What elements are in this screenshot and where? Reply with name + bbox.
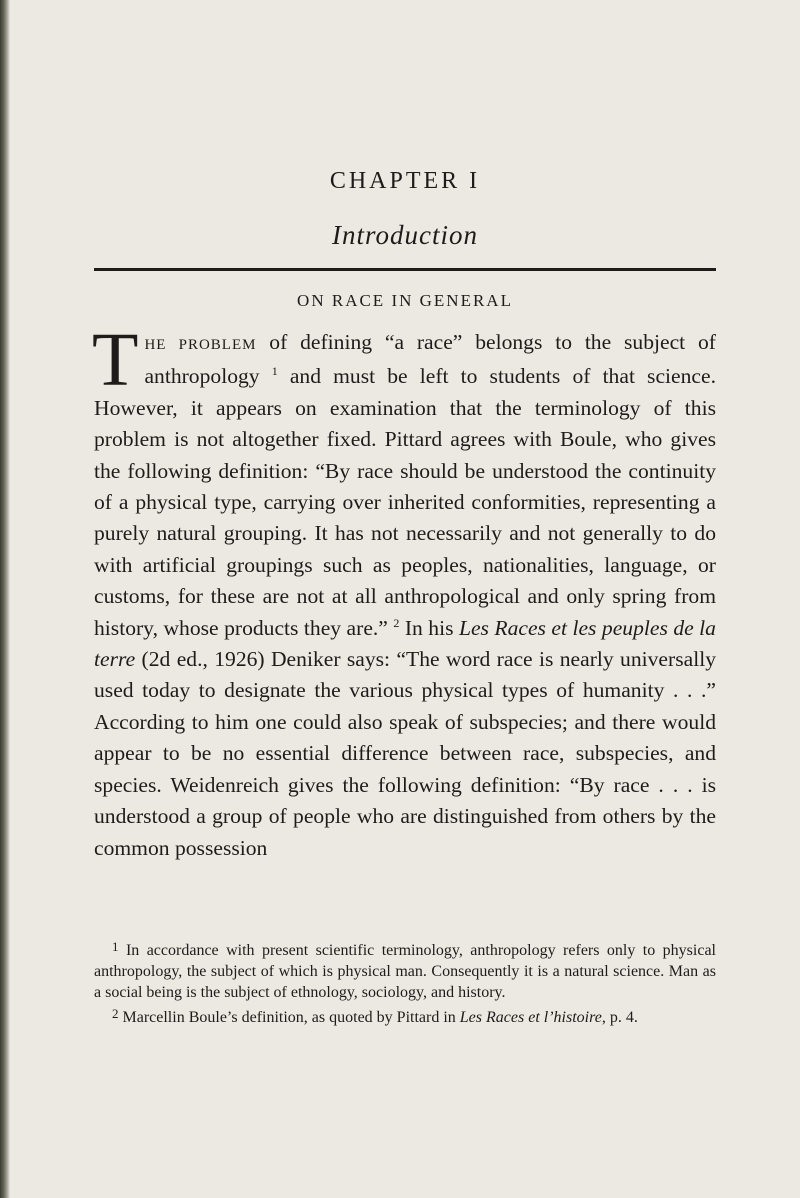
drop-cap: T <box>92 318 139 402</box>
body-text-part-3: In his <box>399 615 459 640</box>
footnote-ref-2: 2 <box>393 615 400 630</box>
footnote-2-text-end: , p. 4. <box>601 1009 638 1026</box>
chapter-label: CHAPTER I <box>329 168 481 194</box>
footnote-marker-1: 1 <box>112 939 119 954</box>
book-page <box>94 0 716 1198</box>
body-paragraph <box>92 318 716 864</box>
book-title-italic: Les Races et les peuples de la terre <box>94 615 716 672</box>
footnote-marker-2: 2 <box>112 1006 119 1021</box>
footnote-2-italic: Les Races et l’histoire <box>459 1009 602 1026</box>
chapter-title: Introduction <box>332 220 478 250</box>
body-text-part-2: and must be left to students of that science. However, it appears on examination that the terminology of this problem is not altogether fixed. Pittard agrees with Boule, who gives the following definition: “By race should be understood the continuity of a physical type, carrying over inherited conformities, representing a purely natural grouping. It has not necessarily and not generally to do with artificial groupings such as peoples, nationalities, language, or customs, for these are not at all anthropological and only spring from history, whose products they are.” <box>94 364 716 640</box>
chapter-rule <box>94 268 716 271</box>
book-spine-shadow <box>0 0 10 1198</box>
footnote-1 <box>94 936 716 1003</box>
opening-smallcaps: HE PROBLEM <box>144 337 257 353</box>
footnote-2-text: Marcellin Boule’s definition, as quoted by Pittard in <box>118 1009 460 1026</box>
body-text-part-4: (2d ed., 1926) Deniker says: “The word race is nearly universally used today to designate the various physical types of humanity . . .” According to him one could also speak of subspecies; and there would appear to be no essential difference between race, subspecies, and species. Weidenreich gives the following definition: “By race . . . is understood a group of people who are distinguished from others by the common possession <box>94 647 716 860</box>
footnote-ref-1: 1 <box>271 364 278 379</box>
footnote-1-text: In accordance with present scientific terminology, anthropology refers only to physical anthropology, the subject of which is physical man. Consequently it is a natural science. Man as a social being is the subject of ethnology, sociology, and history. <box>94 942 716 1001</box>
section-heading: ON RACE IN GENERAL <box>297 291 513 310</box>
footnote-2 <box>94 1003 716 1028</box>
footnotes <box>94 936 716 1028</box>
body-text-part-1: of defining “a race” belongs to the subject of anthropology <box>144 330 716 389</box>
